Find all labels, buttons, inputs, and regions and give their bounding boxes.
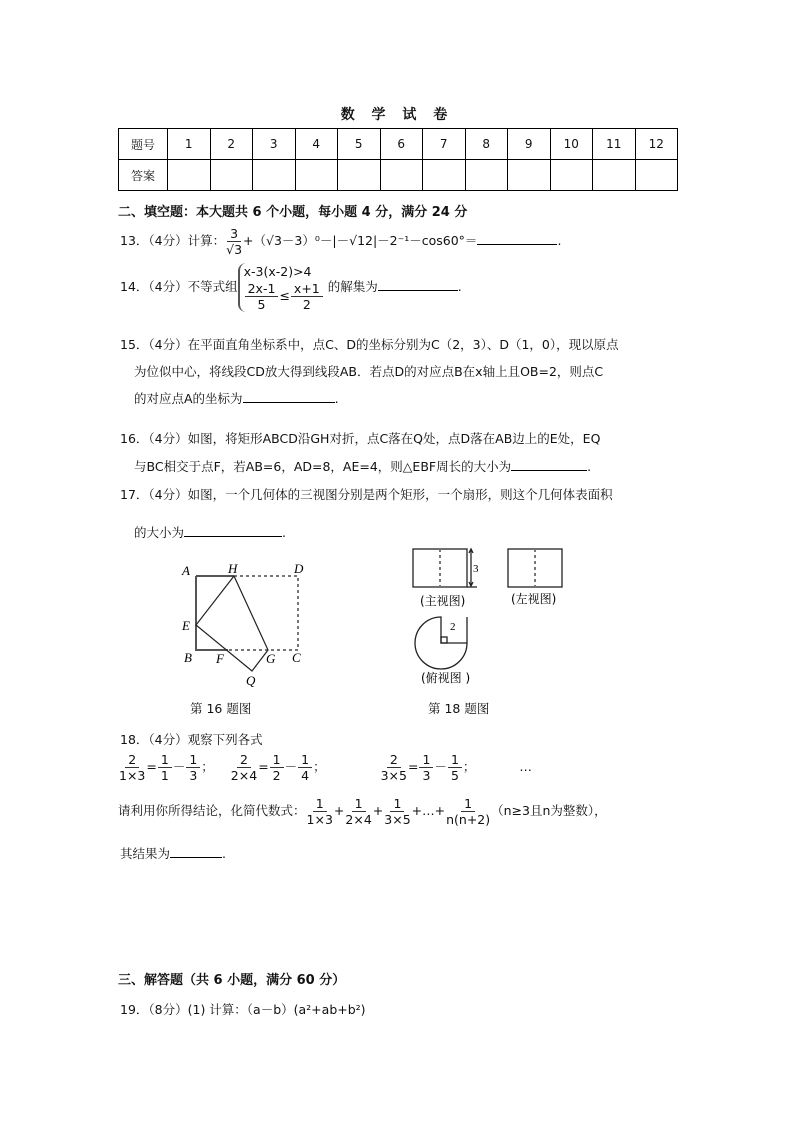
figure-16-caption: 第 16 题图 xyxy=(190,701,252,716)
answer-cell[interactable] xyxy=(550,160,593,191)
q17-line1: 17．（4分）如图，一个几何体的三视图分别是两个矩形，一个扇形，则这个几何体表面积 xyxy=(120,487,613,502)
page-title: 数 学 试 卷 xyxy=(340,107,454,123)
question-13 xyxy=(120,226,561,257)
period: . xyxy=(587,459,592,474)
example-3: $\frac{2}{3\times 5}$ = $\frac{1}{3}$ － $\frac{1}{5}$ ； xyxy=(380,752,476,783)
answer-blank[interactable] xyxy=(511,470,587,471)
denominator: 2×4 xyxy=(230,768,258,783)
answer-cell[interactable] xyxy=(423,160,466,191)
fraction xyxy=(381,752,407,783)
denominator: 1×3 xyxy=(119,768,146,783)
q18-result-text: 其结果为 xyxy=(120,846,171,861)
section2-heading: 二、填空题：本大题共 6 个小题，每小题 4 分，满分 24 分 xyxy=(118,205,468,220)
question-number: 4 xyxy=(295,129,338,160)
relation: ≤ xyxy=(279,288,290,303)
q17-line2 xyxy=(134,523,286,541)
denominator: 1×3 xyxy=(306,812,333,827)
q15-line2: 为位似中心，将线段CD放大得到线段AB．若点D的对应点B在x轴上且OB=2，则点C xyxy=(134,364,604,379)
height-dimension: 3 xyxy=(473,563,479,575)
question-number: 11 xyxy=(593,129,636,160)
answer-cell[interactable] xyxy=(380,160,423,191)
denominator: n(n+2) xyxy=(446,812,491,827)
radius-dimension: 2 xyxy=(450,621,456,633)
label-c: C xyxy=(292,650,301,665)
figure-16 xyxy=(170,555,330,690)
figure-18-caption: 第 18 题图 xyxy=(428,701,490,716)
fraction xyxy=(245,281,279,312)
top-view-label: (俯视图 ) xyxy=(421,671,471,685)
fraction xyxy=(345,796,371,827)
fraction xyxy=(291,281,323,312)
question-number: 9 xyxy=(508,129,551,160)
answer-blank[interactable] xyxy=(243,402,335,403)
q13-prefix: 13．（4分）计算： xyxy=(120,233,226,248)
right-angle-mark xyxy=(441,637,447,643)
denominator: 5 xyxy=(257,297,266,312)
answer-cell[interactable] xyxy=(168,160,211,191)
answer-cell[interactable] xyxy=(508,160,551,191)
q18-line1: 18．（4分）观察下列各式 xyxy=(120,732,263,747)
answer-cell[interactable] xyxy=(295,160,338,191)
numerator: 2x-1 xyxy=(245,281,279,297)
q15-line3 xyxy=(134,389,339,407)
fraction xyxy=(186,752,200,783)
numerator: 1 xyxy=(186,752,200,768)
q13-expression: +（√3－3）⁰－|－√12|－2⁻¹－cos60°＝ xyxy=(243,233,478,248)
label-b: B xyxy=(184,650,192,665)
denominator: 2 xyxy=(302,297,311,312)
fraction xyxy=(446,796,490,827)
numerator: 1 xyxy=(270,752,284,768)
question-number: 2 xyxy=(210,129,253,160)
answer-cell[interactable] xyxy=(593,160,636,191)
period: . xyxy=(222,846,226,861)
label-g: G xyxy=(266,651,276,666)
header-label: 题号 xyxy=(119,129,168,160)
fraction xyxy=(270,752,284,783)
q16-line1: 16．（4分）如图，将矩形ABCD沿GH对折，点C落在Q处，点D落在AB边上的E处，EQ xyxy=(120,431,601,446)
label-a: A xyxy=(182,563,190,578)
inequality-system xyxy=(238,263,324,312)
ellipsis: … xyxy=(519,759,532,774)
label-d: D xyxy=(294,561,304,576)
denominator: 2 xyxy=(272,768,281,783)
answer-cell[interactable] xyxy=(465,160,508,191)
fraction xyxy=(384,796,410,827)
q14-suffix: 的解集为 xyxy=(327,279,378,294)
answer-cell[interactable] xyxy=(338,160,381,191)
example-2: $\frac{2}{2\times 4}$ = $\frac{1}{2}$ － $\frac{1}{4}$ ； xyxy=(230,752,326,783)
fraction xyxy=(298,752,312,783)
label-q: Q xyxy=(246,673,256,688)
question-number: 3 xyxy=(253,129,296,160)
numerator: 2 xyxy=(237,752,251,768)
question-number: 7 xyxy=(423,129,466,160)
plus-dots: +…+ xyxy=(411,803,446,818)
fraction xyxy=(158,752,172,783)
denominator: 5 xyxy=(450,768,459,783)
q17-text: 的大小为 xyxy=(134,525,185,540)
numerator: 1 xyxy=(352,796,366,812)
front-view-label: (主视图) xyxy=(420,594,466,608)
fold-lines xyxy=(196,576,268,671)
q15-text: 的对应点A的坐标为 xyxy=(134,391,243,406)
numerator: 1 xyxy=(313,796,327,812)
answer-cell[interactable] xyxy=(253,160,296,191)
q18-condition: （n≥3且n为整数）， xyxy=(491,803,607,818)
answer-cell[interactable] xyxy=(210,160,253,191)
question-number: 6 xyxy=(380,129,423,160)
numerator: 1 xyxy=(461,796,475,812)
q18-prompt: 请利用你所得结论，化简代数式： xyxy=(118,803,306,818)
label-f: F xyxy=(216,651,224,666)
fraction xyxy=(419,752,433,783)
period: . xyxy=(557,233,562,248)
period: . xyxy=(334,391,339,406)
numerator: 1 xyxy=(390,796,404,812)
denominator: 3×5 xyxy=(384,812,411,827)
answer-blank[interactable] xyxy=(184,536,282,537)
answer-blank[interactable] xyxy=(477,244,557,245)
answer-blank[interactable] xyxy=(170,857,222,858)
example-1: $\frac{2}{1\times 3}$ = $\frac{1}{1}$ － $\frac{1}{3}$ ； xyxy=(119,752,214,783)
denominator: 3×5 xyxy=(380,768,407,783)
question-number: 5 xyxy=(338,129,381,160)
denominator: 3 xyxy=(422,768,431,783)
q15-line1: 15．（4分）在平面直角坐标系中，点C、D的坐标分别为C（2，3）、D（1，0），现以原点 xyxy=(120,337,619,352)
answer-blank[interactable] xyxy=(378,290,458,291)
q18-result-line xyxy=(120,844,226,862)
denominator: 4 xyxy=(301,768,310,783)
question-number: 8 xyxy=(465,129,508,160)
left-view-label: (左视图) xyxy=(511,592,557,606)
question-number: 12 xyxy=(635,129,678,160)
numerator: 2 xyxy=(125,752,139,768)
fraction xyxy=(448,752,462,783)
label-e: E xyxy=(182,618,190,633)
numerator: 1 xyxy=(448,752,462,768)
table-row xyxy=(119,160,678,191)
denominator: 2×4 xyxy=(345,812,372,827)
question-number: 10 xyxy=(550,129,593,160)
fraction xyxy=(119,752,145,783)
question-14 xyxy=(120,263,462,312)
denominator: 3 xyxy=(189,768,198,783)
label-h: H xyxy=(228,561,238,576)
numerator: 1 xyxy=(158,752,172,768)
question-number: 1 xyxy=(168,129,211,160)
q14-prefix: 14．（4分）不等式组 xyxy=(120,279,238,294)
q16-line2 xyxy=(134,457,591,475)
q18-prompt-line: 请利用你所得结论，化简代数式： $\frac{1}{1\times 3}$ + $\frac{1}{2\times 4}$ + $\frac{1}{3\times 5}$ +…+ $\frac{1}{n(n+2)}$ （n≥3且n为整数）， xyxy=(118,796,607,827)
answer-cell[interactable] xyxy=(635,160,678,191)
period: . xyxy=(282,525,286,540)
q13-fraction xyxy=(226,226,242,257)
question-19: 19．（8分）(1) 计算：（a－b）(a²+ab+b²) xyxy=(120,1002,366,1017)
answer-label: 答案 xyxy=(119,160,168,191)
denominator: √3 xyxy=(226,242,243,257)
table-row xyxy=(119,129,678,160)
figure-18 xyxy=(405,545,575,690)
inequality-1: x-3(x-2)>4 xyxy=(243,264,312,279)
answer-table xyxy=(118,128,678,191)
numerator: 3 xyxy=(227,226,241,242)
fraction xyxy=(231,752,257,783)
numerator: 1 xyxy=(298,752,312,768)
section3-heading: 三、解答题（共 6 小题，满分 60 分） xyxy=(118,973,346,988)
denominator: 1 xyxy=(160,768,169,783)
q18-examples xyxy=(118,752,532,783)
numerator: 2 xyxy=(387,752,401,768)
q16-text: 与BC相交于点F，若AB=6，AD=8，AE=4，则△EBF周长的大小为 xyxy=(134,459,512,474)
fraction xyxy=(307,796,333,827)
period: . xyxy=(457,279,462,294)
numerator: 1 xyxy=(419,752,433,768)
numerator: x+1 xyxy=(291,281,323,297)
